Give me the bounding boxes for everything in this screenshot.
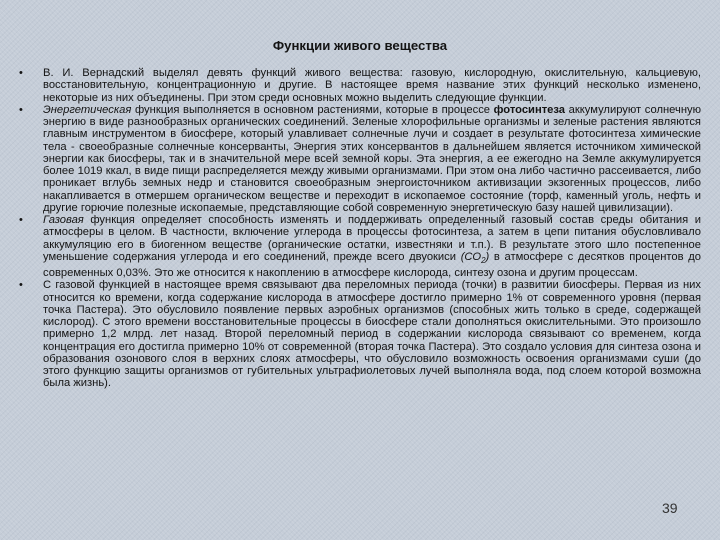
item-text: в атмосфере с десятков процентов до современных 0,03%. Это же относится к накоплению в атмосфере кислорода, синтезу озона и другим процессам. <box>43 250 701 280</box>
item-text: аккумулируют солнечную энергию в виде разнообразных органических соединений. Зеленые хлорофильные организмы и зеленые растения являются главным инструментом в биосфере, который улавливает солнечные лучи и создает в результате фотосинтеза химические тела - своеобразные солнечные консерванты, Энергия этих консервантов в дальнейшем является источником химической энергии как биосферы, так и в значительной мере всей земной коры. Эта энергия, а ее ежегодно на Земле аккумулируется более 1019 ккал, в виде пищи распределяется между живыми организмами. При этом она либо частично рассеивается, либо проникает вглубь земных недр и становится своеобразным энергоисточником активизации экзогенных процессов, либо накапливается в отмершем органическом веществе и переходит в ископаемое состояние (торф, каменный уголь, нефть и другие горючие полезные ископаемые, представляющие собой современную энергетическую базу нашей цивилизации). <box>43 103 702 214</box>
bullet-item-gas-function <box>19 214 701 279</box>
item-text: С газовой функцией в настоящее время связывают два переломных периода (точки) в развитии биосферы. Первая из них относится ко времени, когда содержание кислорода в атмосфере достигло примерно 1% от современного уровня (первая точка Пастера). Это обусловило появление первых аэробных организмов (способных жить только в среде, содержащей кислород). С этого времени восстановительные процессы в биосфере стали дополняться окислительными. Это произошло примерно 1,2 млрд. лет назад. Второй переломный период в содержании кислорода связывают со временем, когда концентрация его достигла примерно 10% от современной (вторая точка Пастера). Это создало условия для синтеза озона и образования озонового слоя в верхних слоях атмосферы, что обусловило возможность освоения организмами суши (до этого функцию защиты организмов от губительных ультрафиолетовых лучей выполняла вода, под слоем которой возможна была жизнь). <box>43 279 701 390</box>
page-number: 39 <box>662 500 678 516</box>
item-term: Газовая <box>43 214 84 226</box>
item-bold-term: фотосинтеза <box>493 103 566 116</box>
formula-end: ) <box>485 250 490 263</box>
formula-base: (СО <box>460 250 482 263</box>
item-text: В. И. Вернадский выделял девять функций живого вещества: газовую, кислородную, окислительную, кальциевую, восстановительную, концентрационную и другие. В настоящее время название этих функций несколько изменено, некоторые из них объединены. При этом среди основных можно выделить следующие функции. <box>43 67 701 104</box>
bullet-item-energy-function <box>19 104 701 214</box>
bullet-list <box>19 67 701 390</box>
formula-co2 <box>461 251 490 263</box>
item-text: функция выполняется в основном растениями, которые в процессе <box>131 103 494 116</box>
slide-title: Функции живого вещества <box>272 38 448 53</box>
formula-subscript: 2 <box>481 255 486 265</box>
item-text: функция определяет способность изменять и поддерживать определенный газовый состав среды обитания и атмосферы в целом. В частности, включение углерода в процессы фотосинтеза, а затем в цепи питания обусловливало аккумуляцию его в биогенном веществе (органические остатки, известняки и т.п.). В результате этого шло постепенное уменьшение содержания углерода и его соединений, прежде всего двуокиси <box>43 214 701 263</box>
bullet-item-oxygen-periods <box>19 279 701 389</box>
item-term: Энергетическая <box>43 103 132 116</box>
bullet-item-intro <box>19 67 701 104</box>
